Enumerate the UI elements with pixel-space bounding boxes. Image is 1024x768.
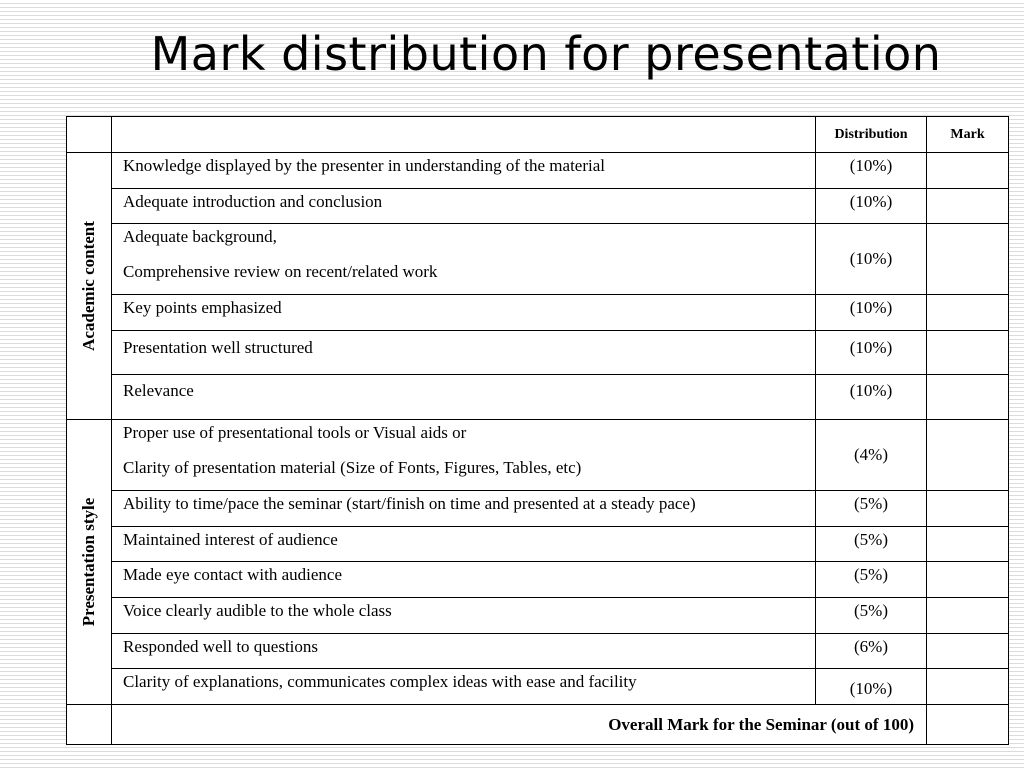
criterion-cell: Relevance [112, 375, 816, 420]
mark-cell[interactable] [927, 634, 1009, 669]
table-row [67, 153, 1009, 189]
overall-row [67, 705, 1009, 745]
distribution-cell: (10%) [816, 331, 927, 375]
criterion-cell: Key points emphasized [112, 295, 816, 331]
distribution-cell: (5%) [816, 527, 927, 562]
criterion-line: Proper use of presentational tools or Visual aids or [123, 423, 467, 442]
criterion-cell: Made eye contact with audience [112, 562, 816, 598]
criterion-line: Adequate background, [123, 227, 277, 246]
mark-cell[interactable] [927, 491, 1009, 527]
distribution-cell: (10%) [816, 153, 927, 189]
overall-empty-cell [67, 705, 112, 745]
category-presentation-style [67, 420, 112, 705]
table-row [67, 669, 1009, 705]
mark-cell[interactable] [927, 420, 1009, 491]
distribution-cell: (5%) [816, 562, 927, 598]
mark-cell[interactable] [927, 295, 1009, 331]
mark-cell[interactable] [927, 331, 1009, 375]
criterion-cell: Adequate introduction and conclusion [112, 189, 816, 224]
header-empty-category [67, 117, 112, 153]
mark-cell[interactable] [927, 224, 1009, 295]
header-empty-criterion [112, 117, 816, 153]
distribution-cell: (4%) [816, 420, 927, 491]
mark-cell[interactable] [927, 153, 1009, 189]
distribution-cell: (10%) [816, 295, 927, 331]
distribution-cell: (6%) [816, 634, 927, 669]
criterion-cell: Maintained interest of audience [112, 527, 816, 562]
table-row [67, 598, 1009, 634]
criterion-cell: Responded well to questions [112, 634, 816, 669]
distribution-cell: (10%) [816, 375, 927, 420]
distribution-cell: (10%) [816, 669, 927, 705]
mark-cell[interactable] [927, 669, 1009, 705]
category-label: Academic content [79, 221, 98, 351]
criterion-cell: Knowledge displayed by the presenter in understanding of the material [112, 153, 816, 189]
table-row [67, 527, 1009, 562]
table-row [67, 562, 1009, 598]
header-mark: Mark [927, 117, 1009, 153]
mark-cell[interactable] [927, 598, 1009, 634]
criterion-cell: Presentation well structured [112, 331, 816, 375]
category-academic-content [67, 153, 112, 420]
mark-cell[interactable] [927, 189, 1009, 224]
mark-cell[interactable] [927, 375, 1009, 420]
criterion-cell [112, 224, 816, 295]
criterion-cell: Ability to time/pace the seminar (start/finish on time and presented at a steady pace) [112, 491, 816, 527]
category-label: Presentation style [79, 497, 98, 627]
mark-cell[interactable] [927, 527, 1009, 562]
distribution-cell: (10%) [816, 189, 927, 224]
mark-distribution-table [66, 116, 1009, 745]
table-row [67, 331, 1009, 375]
mark-cell[interactable] [927, 562, 1009, 598]
criterion-cell: Voice clearly audible to the whole class [112, 598, 816, 634]
table-row [67, 189, 1009, 224]
table-row [67, 224, 1009, 295]
table-row [67, 634, 1009, 669]
overall-mark-cell[interactable] [927, 705, 1009, 745]
table-row [67, 491, 1009, 527]
criterion-line: Comprehensive review on recent/related work [123, 262, 438, 281]
distribution-cell: (10%) [816, 224, 927, 295]
page-title: Mark distribution for presentation [150, 27, 942, 81]
header-distribution: Distribution [816, 117, 927, 153]
table-row [67, 295, 1009, 331]
criterion-line: Clarity of presentation material (Size of Fonts, Figures, Tables, etc) [123, 458, 582, 477]
criterion-cell: Clarity of explanations, communicates complex ideas with ease and facility [112, 669, 816, 705]
table-row [67, 375, 1009, 420]
table-row [67, 420, 1009, 491]
header-row [67, 117, 1009, 153]
criterion-cell [112, 420, 816, 491]
distribution-cell: (5%) [816, 598, 927, 634]
overall-mark-label: Overall Mark for the Seminar (out of 100) [112, 705, 927, 745]
distribution-cell: (5%) [816, 491, 927, 527]
